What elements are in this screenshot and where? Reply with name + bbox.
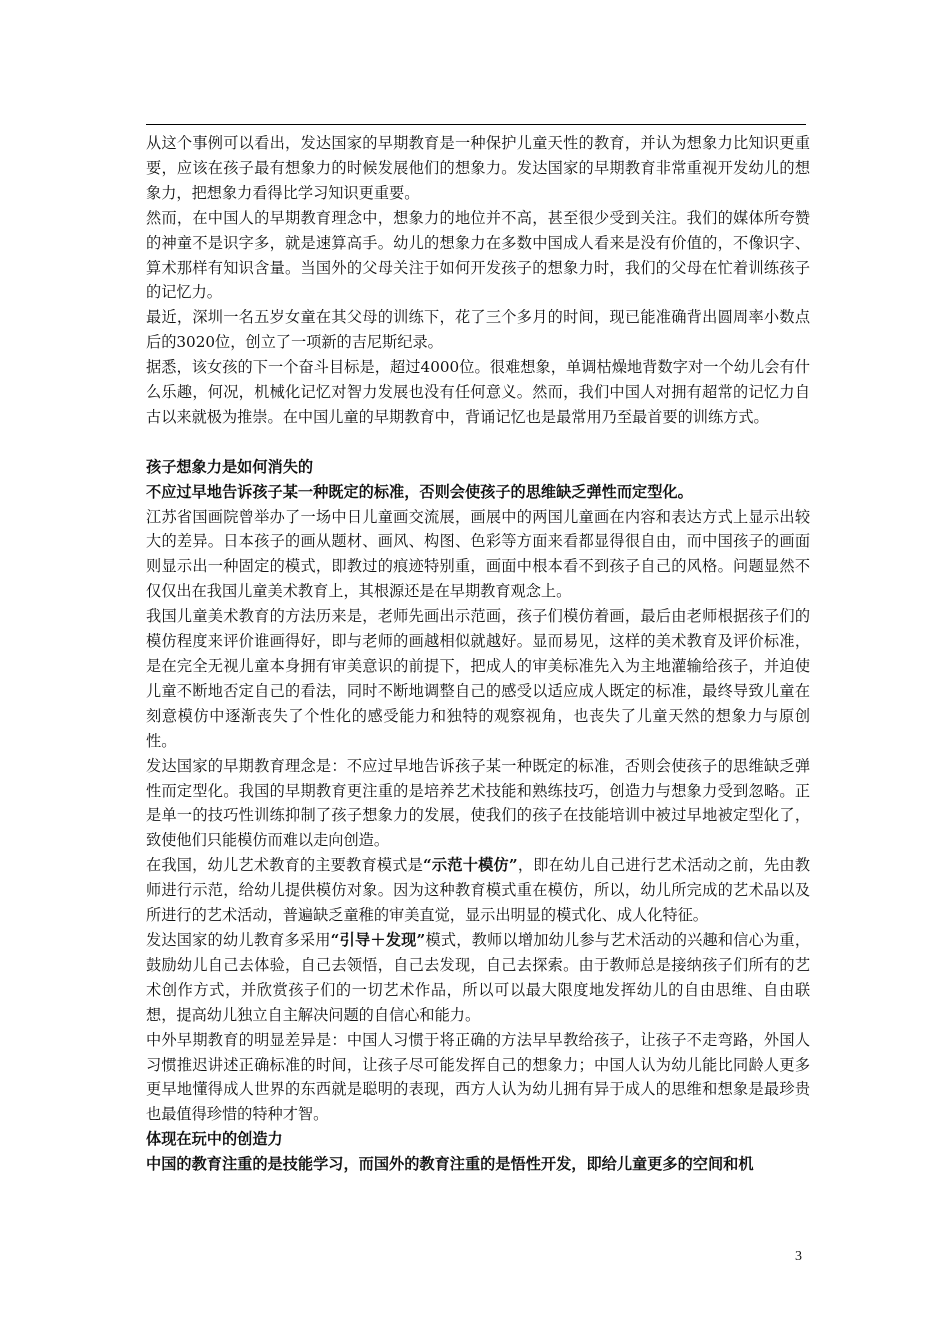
section-heading: 孩子想象力是如何消失的 <box>146 457 314 476</box>
paragraph-text: 在我国，幼儿艺术教育的主要教育模式是 <box>146 856 423 875</box>
paragraph: 中外早期教育的明显差异是：中国人习惯于将正确的方法早早教给孩子，让孩子不走弯路，外国人习惯推迟讲述正确标准的时间，让孩子尽可能发挥自己的想象力；中国人认为幼儿能比同龄人更多更早地懂得成人世界的东西就是聪明的表现，西方人认为幼儿拥有异于成人的思维和想象是最珍贵也最值得珍惜的特种才智。 <box>146 1030 810 1124</box>
paragraph: 最近，深圳一名五岁女童在其父母的训练下，花了三个多月的时间，现已能准确背出圆周率小数点后的3020位，创立了一项新的吉尼斯纪录。 <box>146 308 810 352</box>
paragraph: 发达国家的早期教育理念是：不应过早地告诉孩子某一种既定的标准，否则会使孩子的思维缺乏弹性而定型化。我国的早期教育更注重的是培养艺术技能和熟练技巧，创造力与想象力受到忽略。正是单一的技巧性训练抑制了孩子想象力的发展，使我们的孩子在技能培训中被过早地被定型化了，致使他们只能模仿而难以走向创造。 <box>146 756 810 850</box>
paragraph-gap <box>146 430 810 455</box>
paragraph-text: 发达国家的幼儿教育多采用 <box>146 930 331 949</box>
paragraph: 据悉，该女孩的下一个奋斗目标是，超过4000位。很难想象，单调枯燥地背数字对一个幼儿会有什么乐趣，何况，机械化记忆对智力发展也没有任何意义。然而，我们中国人对拥有超常的记忆力自古以来就极为推崇。在中国儿童的早期教育中，背诵记忆也是最常用乃至最首要的训练方式。 <box>146 358 810 426</box>
header-rule <box>146 124 806 125</box>
paragraph-text: ，即在幼儿自己进行艺术活动之前，先由教师进行示范，给幼儿提供模仿对象。因为这种教育模式重在模仿，所以，幼儿所完成的艺术品以及所进行的艺术活动，普遍缺乏童稚的审美直觉，显示出明显的模式化、成人化特征。 <box>146 856 811 925</box>
page-number: 3 <box>795 1249 802 1264</box>
emphasis-text: “引导＋发现” <box>330 930 426 949</box>
paragraph <box>146 928 810 1028</box>
body-text <box>146 131 810 1177</box>
paragraph <box>146 853 810 928</box>
emphasis-text: “示范十模仿” <box>423 856 518 875</box>
section-subheading: 中国的教育注重的是技能学习，而国外的教育注重的是悟性开发，即给儿童更多的空间和机 <box>146 1155 754 1174</box>
paragraph: 江苏省国画院曾举办了一场中日儿童画交流展，画展中的两国儿童画在内容和表达方式上显示出较大的差异。日本孩子的画从题材、画风、构图、色彩等方面来看都显得很自由，而中国孩子的画面则显示出一种固定的模式，即教过的痕迹特别重，画面中根本看不到孩子自己的风格。问题显然不仅仅出在我国儿童美术教育上，其根源还是在早期教育观念上。 <box>146 507 810 601</box>
paragraph-text: 模式，教师以增加幼儿参与艺术活动的兴趣和信心为重，鼓励幼儿自己去体验，自己去领悟，自己去发现，自己去探索。由于教师总是接纳孩子们所有的艺术创作方式，并欣赏孩子们的一切艺术作品，所以可以最大限度地发挥幼儿的自由思维、自由联想，提高幼儿独立自主解决问题的自信心和能力。 <box>146 930 811 1024</box>
paragraph: 我国儿童美术教育的方法历来是，老师先画出示范画，孩子们模仿着画，最后由老师根据孩子们的模仿程度来评价谁画得好，即与老师的画越相似就越好。显而易见，这样的美术教育及评价标准，是在完全无视儿童本身拥有审美意识的前提下，把成人的审美标准先入为主地灌输给孩子，并迫使儿童不断地否定自己的看法，同时不断地调整自己的感受以适应成人既定的标准，最终导致儿童在刻意模仿中逐渐丧失了个性化的感受能力和独特的观察视角，也丧失了儿童天然的想象力与原创性。 <box>146 607 810 750</box>
paragraph: 然而，在中国人的早期教育理念中，想象力的地位并不高，甚至很少受到关注。我们的媒体所夸赞的神童不是识字多，就是速算高手。幼儿的想象力在多数中国成人看来是没有价值的，不像识字、算术那样有知识含量。当国外的父母关注于如何开发孩子的想象力时，我们的父母在忙着训练孩子的记忆力。 <box>146 208 810 302</box>
paragraph: 从这个事例可以看出，发达国家的早期教育是一种保护儿童天性的教育，并认为想象力比知识更重要，应该在孩子最有想象力的时候发展他们的想象力。发达国家的早期教育非常重视开发幼儿的想象力，把想象力看得比学习知识更重要。 <box>146 134 810 202</box>
section-heading: 体现在玩中的创造力 <box>146 1130 283 1149</box>
section-subheading: 不应过早地告诉孩子某一种既定的标准，否则会使孩子的思维缺乏弹性而定型化。 <box>146 482 693 501</box>
